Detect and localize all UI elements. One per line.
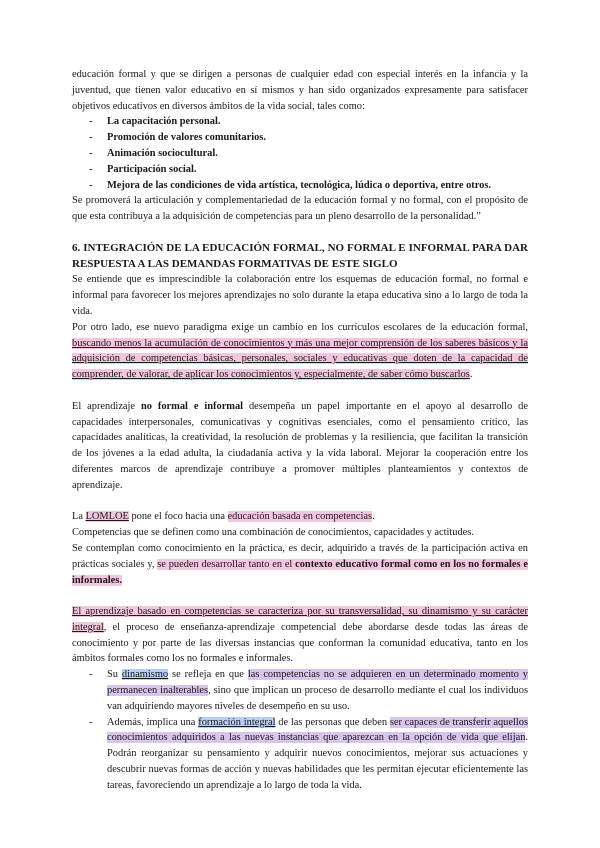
list-item: - Animación sociocultural.: [72, 146, 528, 162]
dynamism-text-2: se refleja en que: [168, 669, 248, 681]
integral-text: Además, implica una: [107, 716, 199, 728]
spacer: [72, 494, 528, 510]
dynamism-text-3: , sino que implican un proceso de desarrollo mediante el cual los individuos van adquiriendo mayores niveles de desempeño en su uso.: [107, 685, 528, 712]
list-item: - Mejora de las condiciones de vida artística, tecnológica, lúdica o deportiva, entre otros.: [72, 178, 528, 194]
integral-purple-highlight: ser capaces de transferir aquellos conocimientos adquiridos a las nuevas instancias que aparezcan en la opción de vida que elijan: [107, 716, 528, 744]
lomloe-text-2: pone el foco hacia una: [128, 511, 228, 523]
paragraph-collaboration: Se entiende que es imprescindible la colaboración entre los esquemas de educación formal, no formal e informal para favorecer los mejores aprendizajes no solo durante la etapa educativa sino a lo largo de toda la vida.: [72, 274, 528, 317]
list-item: - Participación social.: [72, 162, 528, 178]
paragraph-practice: [72, 541, 528, 588]
dynamism-text: Su: [107, 669, 122, 681]
paragraph-competencies: Competencias que se definen como una combinación de conocimientos, capacidades y actitudes.: [72, 527, 474, 539]
paragraph-paradigm: [72, 320, 528, 383]
spacer: [72, 588, 528, 604]
paragraph-lomloe: [72, 509, 528, 525]
competency-learning-text: , el proceso de enseñanza-aprendizaje competencial debe abordarse desde todas las áreas de conocimiento y por parte de las diversas instancias que conforman la comunidad educativa, tanto en los ámbitos formales como los no formales e informales.: [72, 621, 528, 665]
paradigm-end: .: [469, 369, 473, 381]
list-item: - La capacitación personal.: [72, 114, 528, 130]
characteristics-list: [72, 667, 528, 793]
practice-text: Se contemplan como conocimiento en la práctica, es decir, adquirido a través de la participación activa en prácticas sociales y,: [72, 542, 528, 570]
spacer: [72, 383, 528, 399]
integral-text-2: de las personas que deben: [275, 716, 390, 728]
integral-text-3: . Podrán reorganizar su pensamiento y adquirir nuevos conocimientos, mejorar sus actuaciones y descubrir nuevas formas de acción y nuevas habilidades que les permitan ejecutar eficientemente las tareas, favoreciendo un aprendizaje a lo largo de toda la vida.: [107, 732, 528, 791]
nonformal-rest: desempeña un papel importante en el apoyo al desarrollo de capacidades interpersonales, comunicativas y cognitivas esenciales, como el pensamiento crítico, las capacidades analíticas, la creatividad, la resolución de problemas y la resiliencia, que facilitan la transición de los jóvenes a la edad adulta, la ciudadanía activa y la vida laboral. Mejorar la cooperación entre los diferentes marcos de aprendizaje contribuye a promover múltiples planteamientos y contextos de aprendizaje.: [72, 400, 528, 491]
paradigm-text: Por otro lado, ese nuevo paradigma exige un cambio en los currículos escolares de la educación formal,: [72, 321, 528, 333]
list-item-dynamism: [72, 667, 528, 714]
intro-closing-paragraph: Se promoverá la articulación y complementariedad de la educación formal y no formal, con el propósito de que esta contribuya a la adquisición de competencias para un pleno desarrollo de la personalidad.”: [72, 195, 528, 223]
section-heading: 6. INTEGRACIÓN DE LA EDUCACIÓN FORMAL, NO FORMAL E INFORMAL PARA DAR RESPUESTA A LAS DEMANDAS FORMATIVAS DE ESTE SIGLO: [72, 241, 528, 270]
lomloe-text: La: [72, 511, 86, 523]
dynamism-purple-highlight: las competencias no se adquieren en un determinado momento y permanecen inalterables: [107, 669, 528, 697]
integral-highlight: formación integral: [198, 716, 276, 728]
competencies-highlight: educación basada en competencias: [227, 511, 373, 523]
intro-paragraph: educación formal y que se dirigen a personas de cualquier edad con especial interés en la infancia y la juventud, que tienen valor educativo en sí mismos y han sido organizados expresamente para satisfacer objetivos educativos en diversos ámbitos de la vida social, tales como:: [72, 69, 528, 112]
paradigm-highlight: buscando menos la acumulación de conocimientos y más una mejor comprensión de los saberes básicos y la adquisición de competencias básicas, personales, sociales y educativas que doten de la capacidad de comprender, de valorar, de aplicar los conocimientos y, especialmente, de saber cómo buscarlos: [72, 337, 528, 381]
dynamism-highlight: dinamismo: [121, 669, 169, 681]
paragraph-competency-learning: [72, 604, 528, 667]
page-content: [72, 67, 528, 794]
list-item-integral: [72, 715, 528, 794]
nonformal-bold: no formal e informal: [140, 400, 244, 412]
practice-highlight: se pueden desarrollar tanto en el: [157, 558, 296, 570]
activities-list: [72, 114, 528, 193]
paragraph-nonformal: [72, 399, 528, 494]
lomloe-end: .: [372, 511, 375, 523]
practice-bold-highlight: contexto educativo formal como en los no formales e informales.: [72, 558, 528, 586]
competency-learning-highlight: El aprendizaje basado en competencias se caracteriza por su transversalidad, su dinamismo y su carácter integral: [72, 606, 528, 633]
nonformal-text: El aprendizaje: [72, 400, 141, 412]
list-item: - Promoción de valores comunitarios.: [72, 130, 528, 146]
lomloe-highlight: LOMLOE: [85, 511, 129, 523]
spacer: [72, 225, 528, 241]
